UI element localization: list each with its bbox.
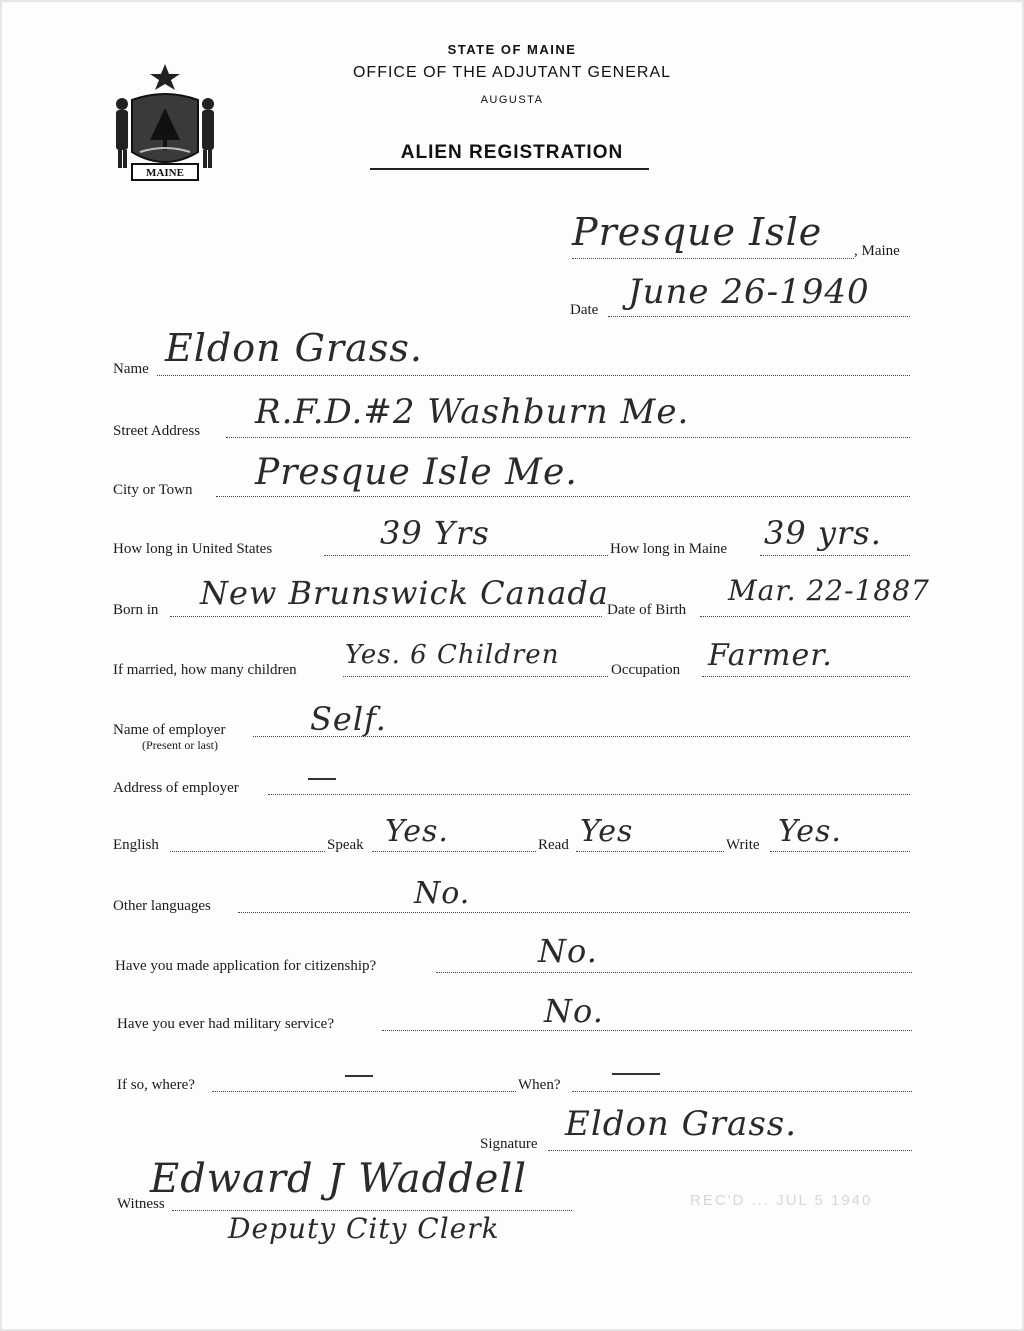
how-long-maine-line [760, 555, 910, 556]
date-of-birth-line [700, 616, 910, 617]
when-line [572, 1091, 912, 1092]
where-dash [345, 1075, 373, 1077]
other-languages-value: No. [414, 876, 471, 911]
state-heading: STATE OF MAINE [447, 42, 577, 57]
married-children-value: Yes. 6 Children [345, 640, 560, 670]
town-suffix-label: , Maine [854, 243, 900, 259]
form-title: ALIEN REGISTRATION [400, 142, 624, 163]
witness-line [172, 1210, 572, 1211]
write-line [770, 851, 910, 852]
date-label: Date [570, 302, 599, 318]
city-line [216, 496, 910, 497]
english-label: English [113, 837, 159, 853]
married-children-line [343, 676, 608, 677]
witness-label: Witness [117, 1196, 165, 1212]
married-children-label: If married, how many children [113, 662, 297, 678]
other-languages-line [238, 912, 910, 913]
name-value: Eldon Grass. [165, 326, 423, 370]
city-value: Presque Isle Me. [255, 452, 578, 493]
when-dash [612, 1073, 660, 1075]
signature-value: Eldon Grass. [565, 1104, 798, 1144]
signature-label: Signature [480, 1136, 538, 1152]
name-line [157, 375, 910, 376]
date-of-birth-value: Mar. 22-1887 [728, 574, 930, 607]
write-label: Write [726, 837, 760, 853]
military-service-value: No. [544, 992, 604, 1030]
military-service-label: Have you ever had military service? [117, 1016, 334, 1032]
speak-line [372, 851, 536, 852]
employer-address-label: Address of employer [113, 780, 239, 796]
employer-address-line [268, 794, 910, 795]
citizenship-label: Have you made application for citizenship? [115, 958, 377, 974]
employer-label: Name of employer [113, 722, 226, 738]
street-address-line [226, 437, 910, 438]
speak-label: Speak [327, 837, 364, 853]
how-long-us-label: How long in United States [113, 541, 273, 557]
street-address-value: R.F.D.#2 Washburn Me. [255, 392, 690, 432]
name-label: Name [113, 361, 149, 377]
witness-signature: Edward J Waddell [150, 1156, 528, 1202]
english-line [170, 851, 325, 852]
speak-value: Yes. [385, 814, 449, 849]
read-line [576, 851, 724, 852]
office-heading: OFFICE OF THE ADJUTANT GENERAL [352, 64, 672, 81]
citizenship-line [436, 972, 912, 973]
born-in-label: Born in [113, 602, 159, 618]
date-line [608, 316, 910, 317]
born-in-value: New Brunswick Canada [200, 574, 609, 612]
town-line [572, 258, 854, 259]
date-of-birth-label: Date of Birth [607, 602, 687, 618]
write-value: Yes. [778, 814, 842, 849]
employer-address-dash [308, 778, 336, 780]
date-value: June 26-1940 [628, 272, 870, 312]
employer-value: Self. [310, 700, 387, 738]
occupation-line [702, 676, 910, 677]
how-long-maine-value: 39 yrs. [764, 514, 882, 552]
title-underline [370, 168, 649, 170]
other-languages-label: Other languages [113, 898, 211, 914]
svg-text:MAINE: MAINE [146, 167, 184, 179]
how-long-us-line [324, 555, 608, 556]
occupation-value: Farmer. [708, 638, 833, 673]
received-date-stamp: REC'D ... JUL 5 1940 [690, 1192, 873, 1209]
military-service-line [382, 1030, 912, 1031]
town-value: Presque Isle [572, 210, 823, 254]
read-value: Yes [580, 814, 634, 849]
how-long-us-value: 39 Yrs [380, 514, 490, 552]
signature-line [548, 1150, 912, 1151]
employer-sublabel: (Present or last) [142, 738, 218, 752]
witness-title: Deputy City Clerk [228, 1212, 500, 1245]
where-line [212, 1091, 516, 1092]
where-label: If so, where? [117, 1077, 195, 1093]
citizenship-value: No. [538, 932, 598, 970]
city-heading: AUGUSTA [480, 94, 544, 106]
when-label: When? [518, 1077, 561, 1093]
read-label: Read [538, 837, 569, 853]
how-long-maine-label: How long in Maine [610, 541, 728, 557]
city-label: City or Town [113, 482, 193, 498]
born-in-line [170, 616, 602, 617]
street-address-label: Street Address [113, 423, 201, 439]
occupation-label: Occupation [611, 662, 681, 678]
